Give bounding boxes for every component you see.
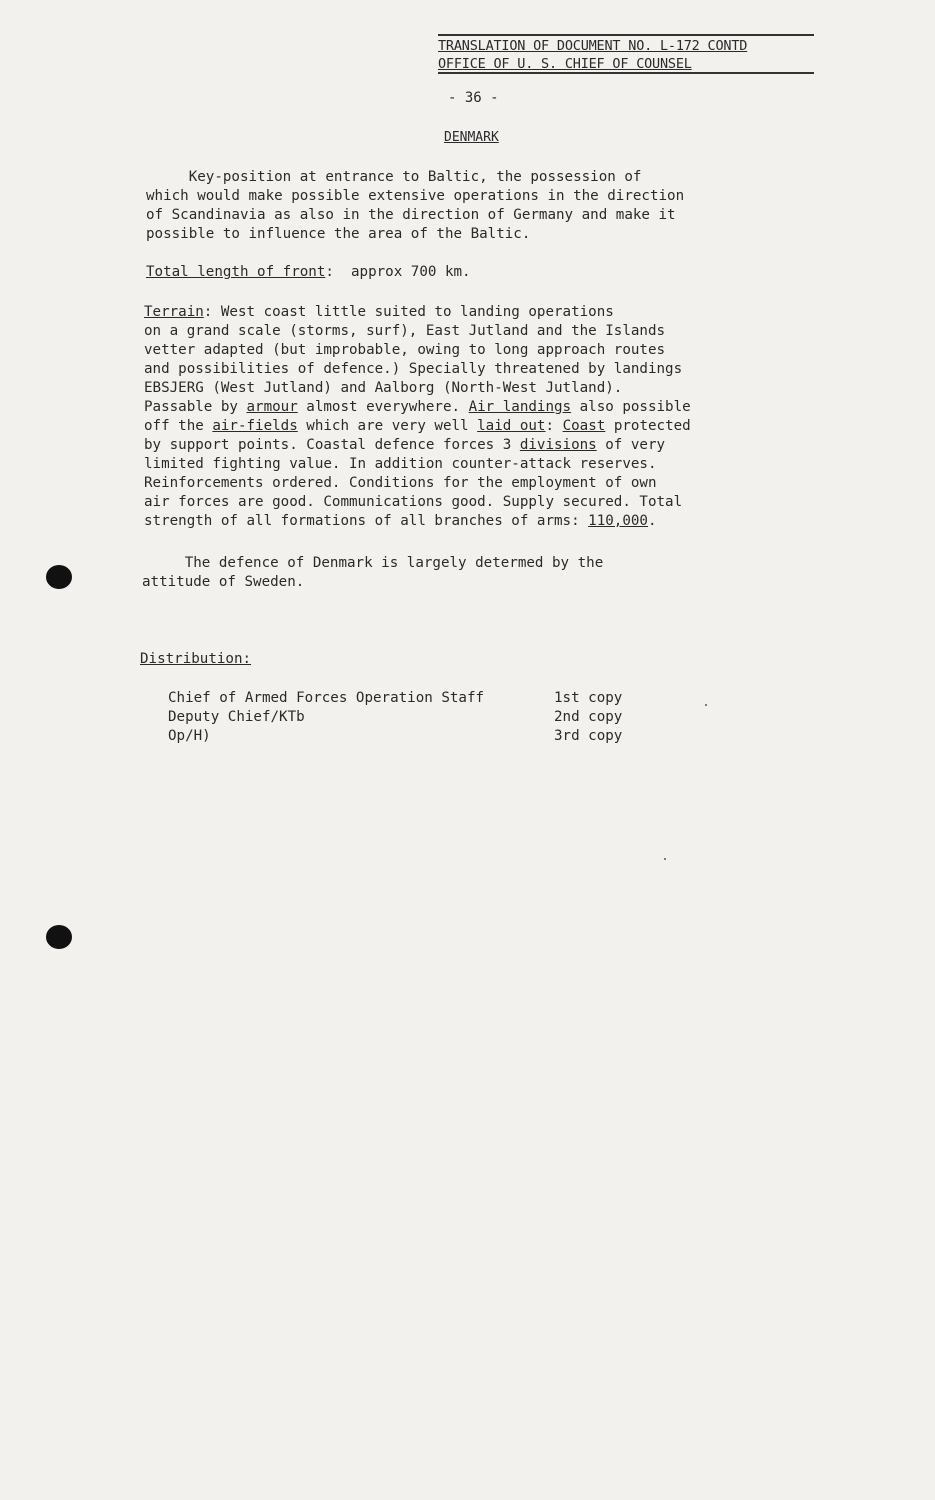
total-strength: 110,000: [588, 513, 648, 529]
text-line: of Scandinavia as also in the direction of Germany and make it: [146, 207, 676, 223]
text-line: The defence of Denmark is largely determed by the: [142, 555, 604, 571]
text-line: which would make possible extensive operations in the direction: [146, 188, 685, 204]
list-item: [168, 708, 622, 727]
intro-paragraph: [146, 168, 684, 244]
text-line: Reinforcements ordered. Conditions for the employment of own: [144, 475, 657, 491]
text-line: : West coast little suited to landing operations: [203, 304, 614, 320]
distribution-label: [140, 650, 251, 669]
terrain-label: Terrain: [144, 304, 204, 320]
distribution-list: [168, 689, 622, 746]
front-value: : approx 700 km.: [325, 264, 471, 280]
front-length: [146, 263, 471, 282]
terrain-paragraph: [144, 303, 691, 531]
distribution-heading: Distribution:: [140, 651, 252, 667]
recipient: Op/H): [168, 728, 211, 744]
header-rule: [438, 72, 814, 74]
text-line: .: [647, 513, 657, 529]
text-line: strength of all formations of all branches of arms:: [144, 513, 589, 529]
paper-speck: [705, 704, 707, 706]
paper-speck: [664, 858, 666, 860]
copy-number: 1st copy: [554, 690, 623, 706]
text-line: which are very well: [297, 418, 478, 434]
recipient: Chief of Armed Forces Operation Staff: [168, 690, 485, 706]
text-line: vetter adapted (but improbable, owing to long approach routes: [144, 342, 666, 358]
text-line: air forces are good. Communications good. Supply secured. Total: [144, 494, 683, 510]
text-line: Key-position at entrance to Baltic, the possession of: [146, 169, 642, 185]
punch-hole: [46, 925, 72, 949]
text-line: and possibilities of defence.) Specially threatened by landings: [144, 361, 683, 377]
text-line: on a grand scale (storms, surf), East Jutland and the Islands: [144, 323, 666, 339]
text-line: limited fighting value. In addition counter-attack reserves.: [144, 456, 657, 472]
text-line: off the: [144, 418, 213, 434]
section-title: DENMARK: [444, 130, 499, 145]
underlined-term: laid out: [477, 418, 546, 434]
copy-number: 2nd copy: [554, 709, 623, 725]
text-line: protected: [605, 418, 691, 434]
text-line: possible to influence the area of the Baltic.: [146, 226, 531, 242]
underlined-term: divisions: [519, 437, 597, 453]
list-item: [168, 689, 622, 708]
underlined-term: air-fields: [212, 418, 298, 434]
page-number: - 36 -: [448, 90, 499, 106]
document-header: [438, 34, 814, 73]
front-label: Total length of front: [146, 264, 326, 280]
underlined-term: Air landings: [468, 399, 572, 415]
text-line: also possible: [571, 399, 691, 415]
copy-number: 3rd copy: [554, 728, 623, 744]
text-line: by support points. Coastal defence forces 3: [144, 437, 520, 453]
text-line: almost everywhere.: [297, 399, 469, 415]
recipient: Deputy Chief/KTb: [168, 709, 305, 725]
underlined-term: armour: [246, 399, 298, 415]
text-line: of very: [596, 437, 666, 453]
defence-paragraph: [142, 554, 603, 592]
text-line: attitude of Sweden.: [142, 574, 305, 590]
text-line: :: [545, 418, 563, 434]
punch-hole: [46, 565, 72, 589]
header-line-1: TRANSLATION OF DOCUMENT NO. L-172 CONTD: [438, 34, 814, 55]
header-line-2: OFFICE OF U. S. CHIEF OF COUNSEL: [438, 56, 692, 72]
list-item: [168, 727, 622, 746]
text-line: Passable by: [144, 399, 247, 415]
underlined-term: Coast: [562, 418, 606, 434]
text-line: EBSJERG (West Jutland) and Aalborg (North-West Jutland).: [144, 380, 623, 396]
